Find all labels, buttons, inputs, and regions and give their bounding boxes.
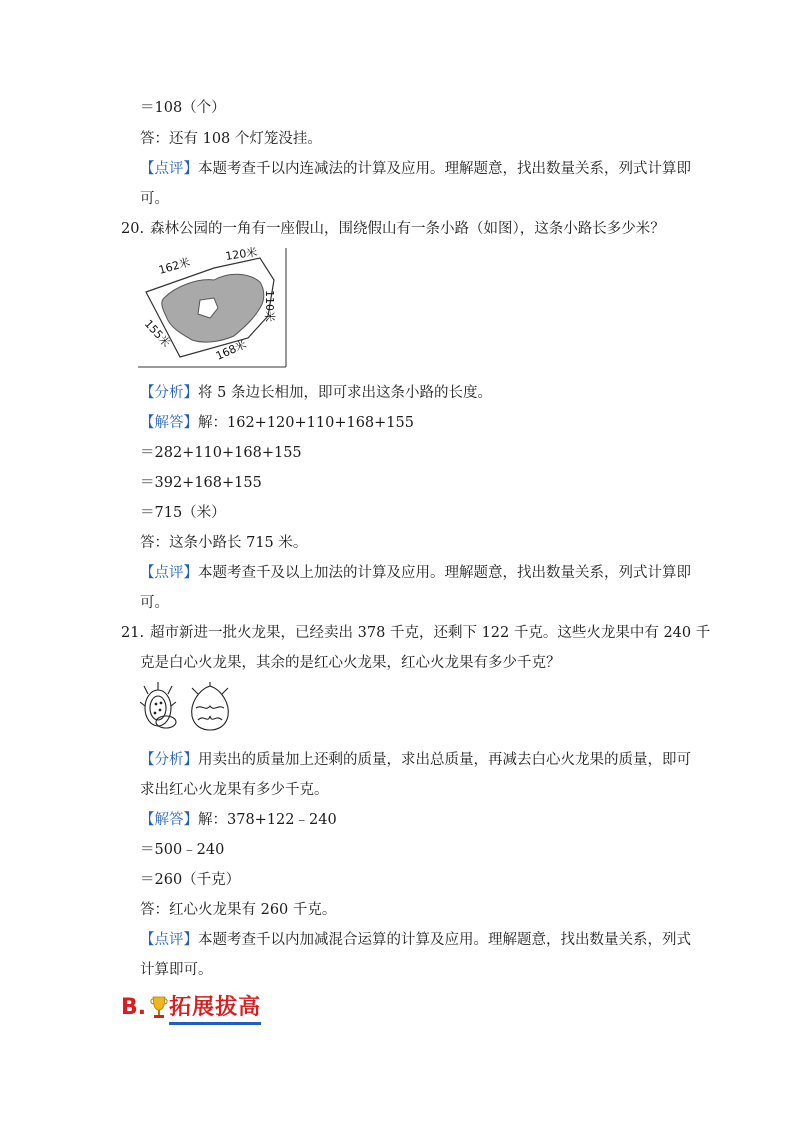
- label-162: 162米: [157, 255, 192, 277]
- label-155: 155米: [141, 317, 173, 350]
- q20-analysis: 【分析】将 5 条边长相加，即可求出这条小路的长度。: [140, 385, 492, 401]
- q21-analysis: 【分析】用卖出的质量加上还剩的质量，求出总质量，再减去白心火龙果的质量，即可: [140, 752, 691, 768]
- q20-step-2: ＝392+168+155: [140, 475, 262, 491]
- question-text: 森林公园的一角有一座假山，围绕假山有一条小路（如图），这条小路长多少米？: [150, 221, 665, 237]
- section-title: 拓展拔高: [169, 990, 261, 1025]
- q20-answer: 答：这条小路长 715 米。: [140, 535, 308, 551]
- analysis-tag: 【分析】: [140, 385, 198, 401]
- rockery-path-figure: [138, 246, 288, 370]
- prev-comment: 【点评】本题考查千以内连减法的计算及应用。理解题意，找出数量关系，列式计算即: [140, 161, 691, 177]
- whole-dragon-fruit-icon: [192, 682, 229, 730]
- q20-comment: 【点评】本题考查千及以上加法的计算及应用。理解题意，找出数量关系，列式计算即: [140, 565, 691, 581]
- trophy-icon: [149, 994, 169, 1020]
- comment-tag: 【点评】: [140, 932, 198, 948]
- q21-analysis-cont: 求出红心火龙果有多少千克。: [140, 782, 329, 798]
- q21-comment-cont: 计算即可。: [140, 962, 213, 978]
- question-text: 超市新进一批火龙果，已经卖出 378 千克，还剩下 122 千克。这些火龙果中有 240 千: [150, 625, 711, 641]
- dragon-fruit-illustration: [140, 682, 236, 732]
- q20-solution: 【解答】解：162+120+110+168+155: [140, 415, 414, 431]
- q20-step-1: ＝282+110+168+155: [140, 445, 302, 461]
- analysis-tag: 【分析】: [140, 752, 198, 768]
- answer-tag: 【解答】: [140, 812, 198, 828]
- q20-comment-cont: 可。: [140, 595, 169, 611]
- section-letter: B.: [121, 994, 147, 1020]
- q21-solution: 【解答】解：378+122﹣240: [140, 812, 337, 828]
- label-110: 110米: [263, 290, 276, 322]
- q21-comment: 【点评】本题考查千以内加减混合运算的计算及应用。理解题意，找出数量关系，列式: [140, 932, 691, 948]
- question-number: 20.: [121, 221, 145, 237]
- question-21: [121, 623, 710, 643]
- q20-step-3: ＝715（米）: [140, 505, 226, 521]
- prev-result: ＝108（个）: [140, 100, 226, 116]
- q21-step-1: ＝500﹣240: [140, 842, 225, 858]
- prev-answer: 答：还有 108 个灯笼没挂。: [140, 131, 322, 147]
- answer-tag: 【解答】: [140, 415, 198, 431]
- comment-tag: 【点评】: [140, 161, 198, 177]
- q21-step-2: ＝260（千克）: [140, 872, 241, 888]
- cut-dragon-fruit-icon: [140, 682, 176, 728]
- q21-answer: 答：红心火龙果有 260 千克。: [140, 902, 337, 918]
- question-21-cont: 克是白心火龙果，其余的是红心火龙果，红心火龙果有多少千克？: [140, 655, 561, 671]
- prev-comment-cont: 可。: [140, 191, 169, 207]
- comment-tag: 【点评】: [140, 565, 198, 581]
- section-heading: [121, 990, 261, 1024]
- question-20: [121, 219, 665, 239]
- question-number: 21.: [121, 625, 145, 641]
- label-120: 120米: [224, 246, 259, 263]
- label-168: 168米: [213, 337, 249, 363]
